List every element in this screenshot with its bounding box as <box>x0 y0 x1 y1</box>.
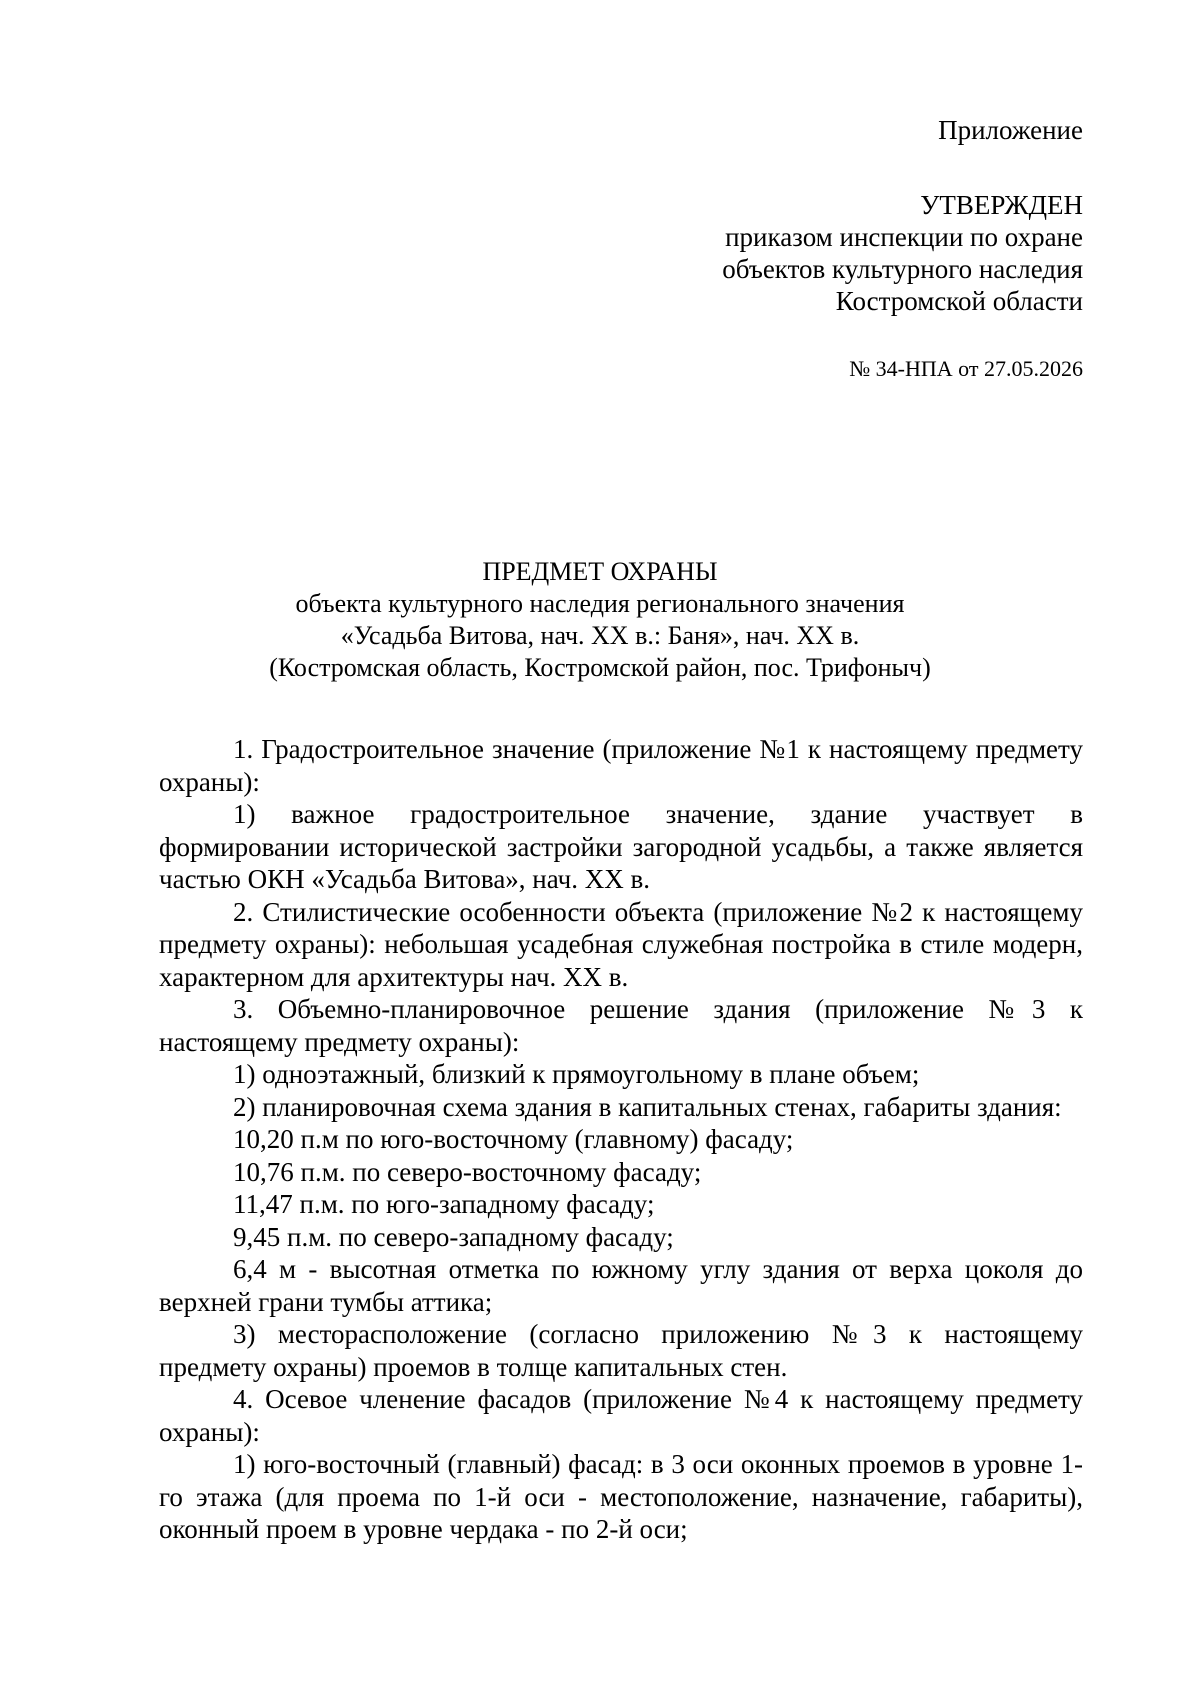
order-number: № 34-НПА от 27.05.2026 <box>849 356 1083 381</box>
paragraph: 1) одноэтажный, близкий к прямоугольному в плане объем; <box>233 1059 920 1089</box>
title-line-3: (Костромская область, Костромской район, пос. Трифоныч) <box>269 653 931 682</box>
paragraph: 2. Стилистические особенности объекта (приложение №2 к настоящему предмету охраны): небольшая усадебная служебная постройка в стиле модерн, характерном для архитектуры нач. XX в. <box>159 896 1083 992</box>
approved-label: УТВЕРЖДЕН <box>920 190 1083 220</box>
appendix-label: Приложение <box>938 115 1083 145</box>
title-line-2: «Усадьба Витова, нач. XX в.: Баня», нач. XX в. <box>340 621 860 650</box>
title-line-1: объекта культурного наследия регионального значения <box>295 589 905 618</box>
approval-block <box>722 189 1083 317</box>
approved-line-2: объектов культурного наследия <box>722 254 1083 284</box>
paragraph: 4. Осевое членение фасадов (приложение №4 к настоящему предмету охраны): <box>159 1384 1083 1447</box>
paragraph: 3) месторасположение (согласно приложению №3 к настоящему предмету охраны) проемов в толще капитальных стен. <box>159 1319 1083 1382</box>
dimension-line: 11,47 п.м. по юго-западному фасаду; <box>233 1189 655 1219</box>
document-title <box>0 556 1200 684</box>
approved-line-1: приказом инспекции по охране <box>725 222 1083 252</box>
paragraph: 2) планировочная схема здания в капитальных стенах, габариты здания: <box>233 1091 1062 1122</box>
paragraph: 1) юго-восточный (главный) фасад: в 3 оси оконных проемов в уровне 1-го этажа (для проема по 1-й оси - местоположение, назначение, габариты), оконный проем в уровне чердака - по 2-й оси; <box>159 1449 1083 1544</box>
paragraph: 1) важное градостроительное значение, здание участвует в формировании исторической застройки загородной усадьбы, а также является частью ОКН «Усадьба Витова», нач. XX в. <box>159 799 1083 894</box>
paragraph: 1. Градостроительное значение (приложение №1 к настоящему предмету охраны): <box>159 734 1083 797</box>
dimension-line: 10,20 п.м по юго-восточному (главному) фасаду; <box>233 1124 794 1154</box>
dimension-line: 10,76 п.м. по северо-восточному фасаду; <box>233 1156 702 1187</box>
title-main: ПРЕДМЕТ ОХРАНЫ <box>482 557 718 586</box>
dimension-line: 9,45 п.м. по северо-западному фасаду; <box>233 1221 674 1252</box>
dimension-line: 6,4 м - высотная отметка по южному углу здания от верха цоколя до верхней грани тумбы аттика; <box>159 1254 1083 1317</box>
document-body <box>159 733 1083 1546</box>
approved-line-3: Костромской области <box>835 286 1083 316</box>
paragraph: 3. Объемно-планировочное решение здания (приложение №3 к настоящему предмету охраны): <box>159 994 1083 1057</box>
